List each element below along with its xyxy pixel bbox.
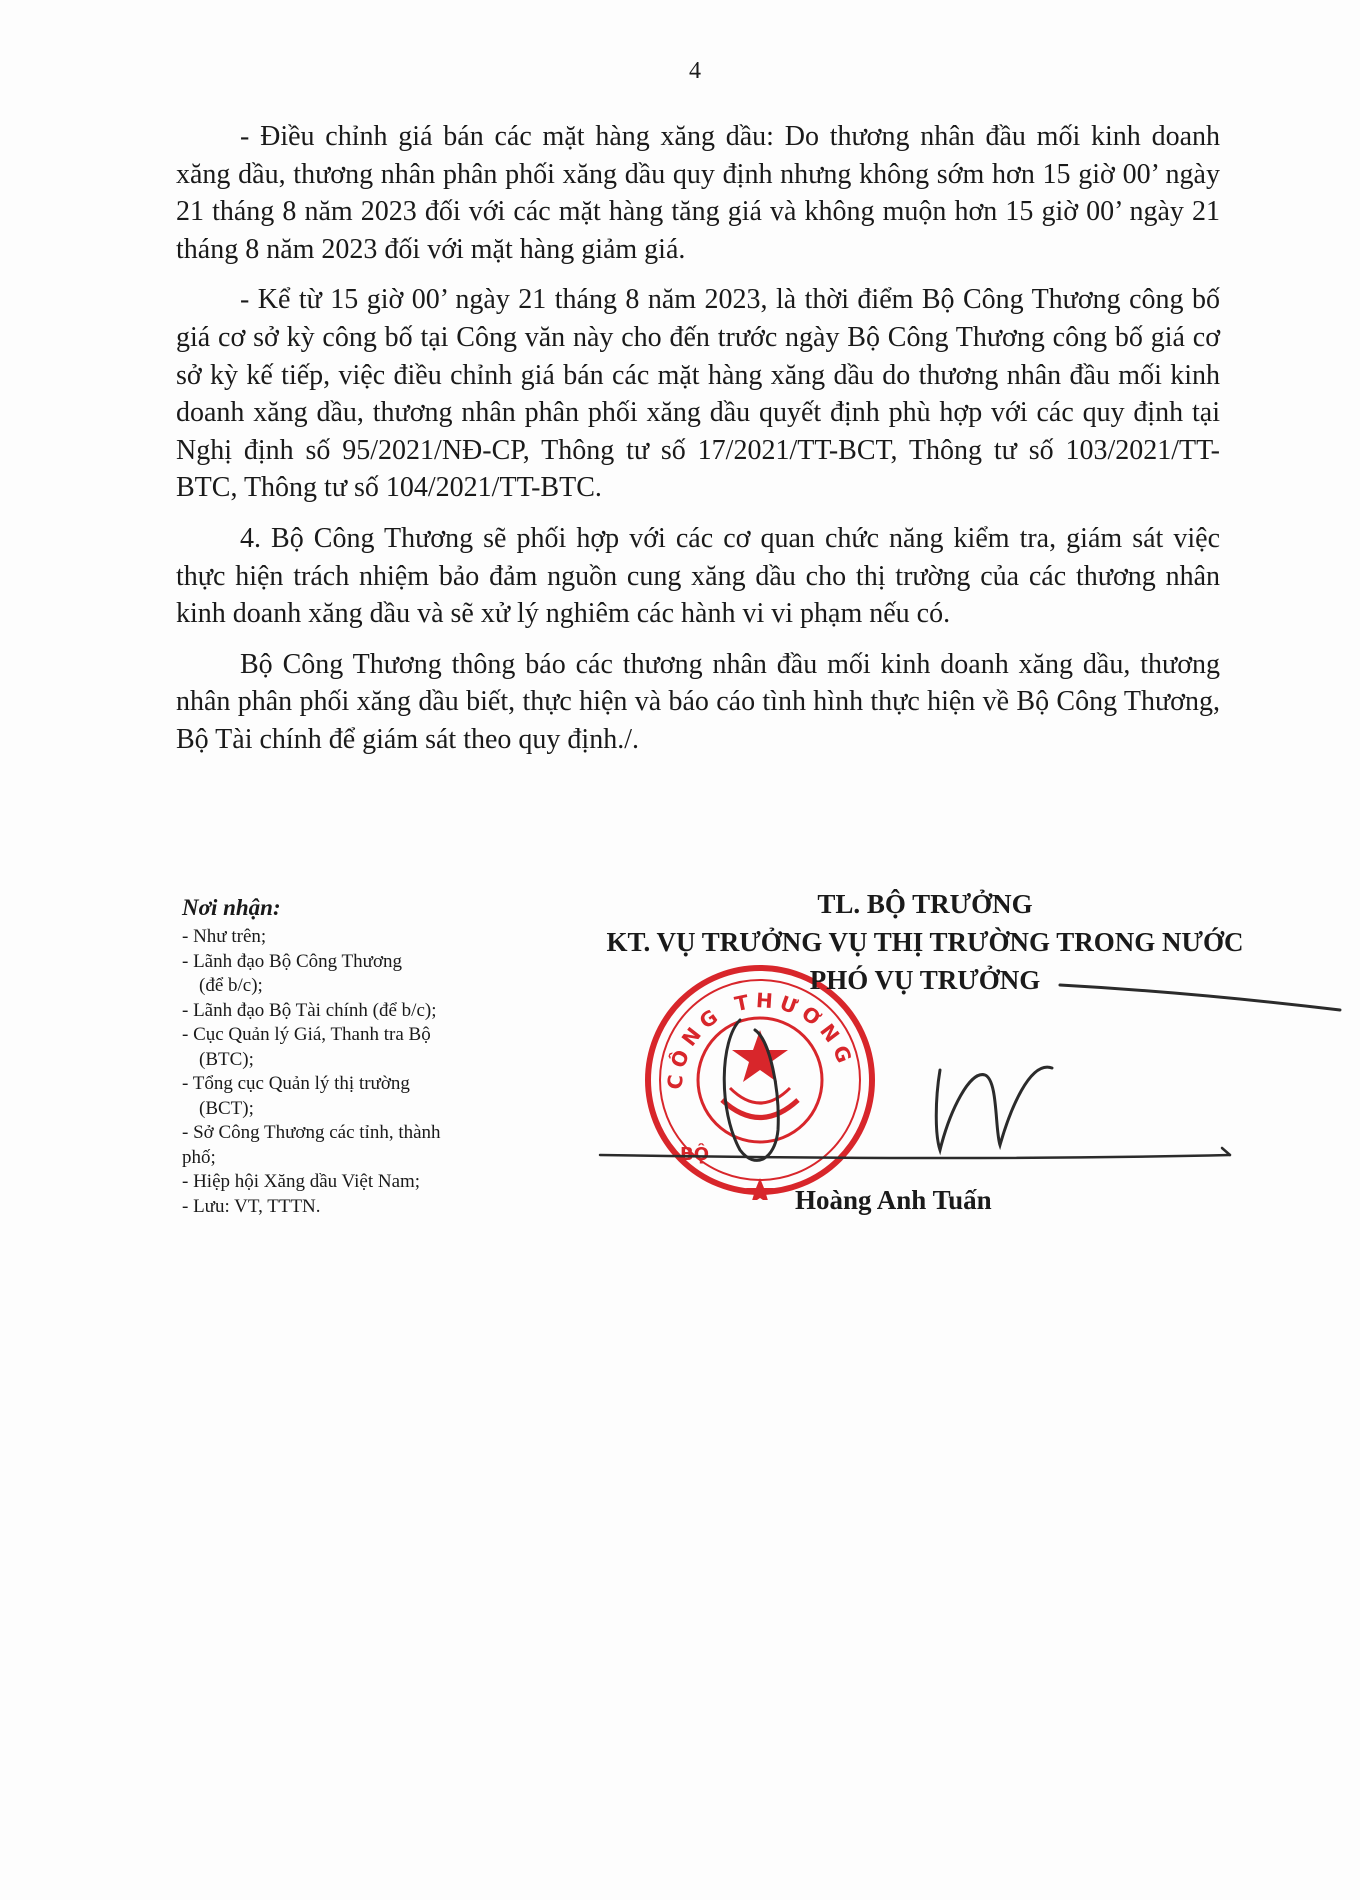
body-text	[176, 118, 1220, 772]
list-item: - Hiệp hội Xăng dầu Việt Nam;	[182, 1171, 421, 1192]
list-item: - Tổng cục Quản lý thị trường (BCT);	[182, 1073, 410, 1119]
list-item: - Lãnh đạo Bộ Công Thương (để b/c);	[182, 950, 403, 996]
list-item: - Lãnh đạo Bộ Tài chính (để b/c);	[182, 999, 437, 1021]
handwritten-signature-icon	[590, 960, 1350, 1180]
list-item: - Như trên;	[182, 926, 267, 947]
svg-text:CÔNG THƯƠNG: CÔNG THƯƠNG	[662, 988, 859, 1091]
paragraph-price-adjustment: - Điều chỉnh giá bán các mặt hàng xăng dầu: Do thương nhân đầu mối kinh doanh xăng dầu, thương nhân phân phối xăng dầu quy định nhưng không sớm hơn 15 giờ 00’ ngày 21 tháng 8 năm 2023 đối với các mặt hàng tăng giá và không muộn hơn 15 giờ 00’ ngày 21 tháng 8 năm 2023 đối với mặt hàng giảm giá.	[176, 121, 1220, 265]
list-item: - Sở Công Thương các tỉnh, thành phố;	[182, 1122, 441, 1168]
svg-text:BỘ: BỘ	[680, 1144, 710, 1165]
list-item: - Lưu: VT, TTTN.	[182, 1195, 321, 1217]
paragraph-from-time: - Kể từ 15 giờ 00’ ngày 21 tháng 8 năm 2023, là thời điểm Bộ Công Thương công bố giá cơ sở kỳ công bố tại Công văn này cho đến trước ngày Bộ Công Thương công bố giá cơ sở kỳ kế tiếp, việc điều chỉnh giá bán các mặt hàng xăng dầu do thương nhân đầu mối kinh doanh xăng dầu, thương nhân phân phối xăng dầu quyết định phù hợp với các quy định tại Nghị định số 95/2021/NĐ-CP, Thông tư số 17/2021/TT-BCT, Thông tư số 103/2021/TT-BTC, Thông tư số 104/2021/TT-BTC.	[176, 284, 1220, 504]
paragraph-inspection: 4. Bộ Công Thương sẽ phối hợp với các cơ quan chức năng kiểm tra, giám sát việc thực hiện trách nhiệm bảo đảm nguồn cung xăng dầu cho thị trường của các thương nhân kinh doanh xăng dầu và sẽ xử lý nghiêm các hành vi vi phạm nếu có.	[176, 522, 1220, 630]
signer-name: Hoàng Anh Tuấn	[795, 1185, 992, 1215]
signature-title-1: TL. BỘ TRƯỞNG	[817, 889, 1033, 919]
signature-title-2: KT. VỤ TRƯỞNG VỤ THỊ TRƯỜNG TRONG NƯỚC	[606, 927, 1244, 957]
recipients-list	[182, 893, 542, 1219]
page-number: 4	[689, 58, 701, 84]
recipients-title: Nơi nhận:	[182, 895, 281, 920]
signature-title-3: PHÓ VỤ TRƯỞNG	[809, 965, 1041, 995]
paragraph-notice: Bộ Công Thương thông báo các thương nhân đầu mối kinh doanh xăng dầu, thương nhân phân phối xăng dầu biết, thực hiện và báo cáo tình hình thực hiện về Bộ Công Thương, Bộ Tài chính để giám sát theo quy định./.	[176, 648, 1220, 755]
list-item: - Cục Quản lý Giá, Thanh tra Bộ (BTC);	[182, 1024, 431, 1070]
